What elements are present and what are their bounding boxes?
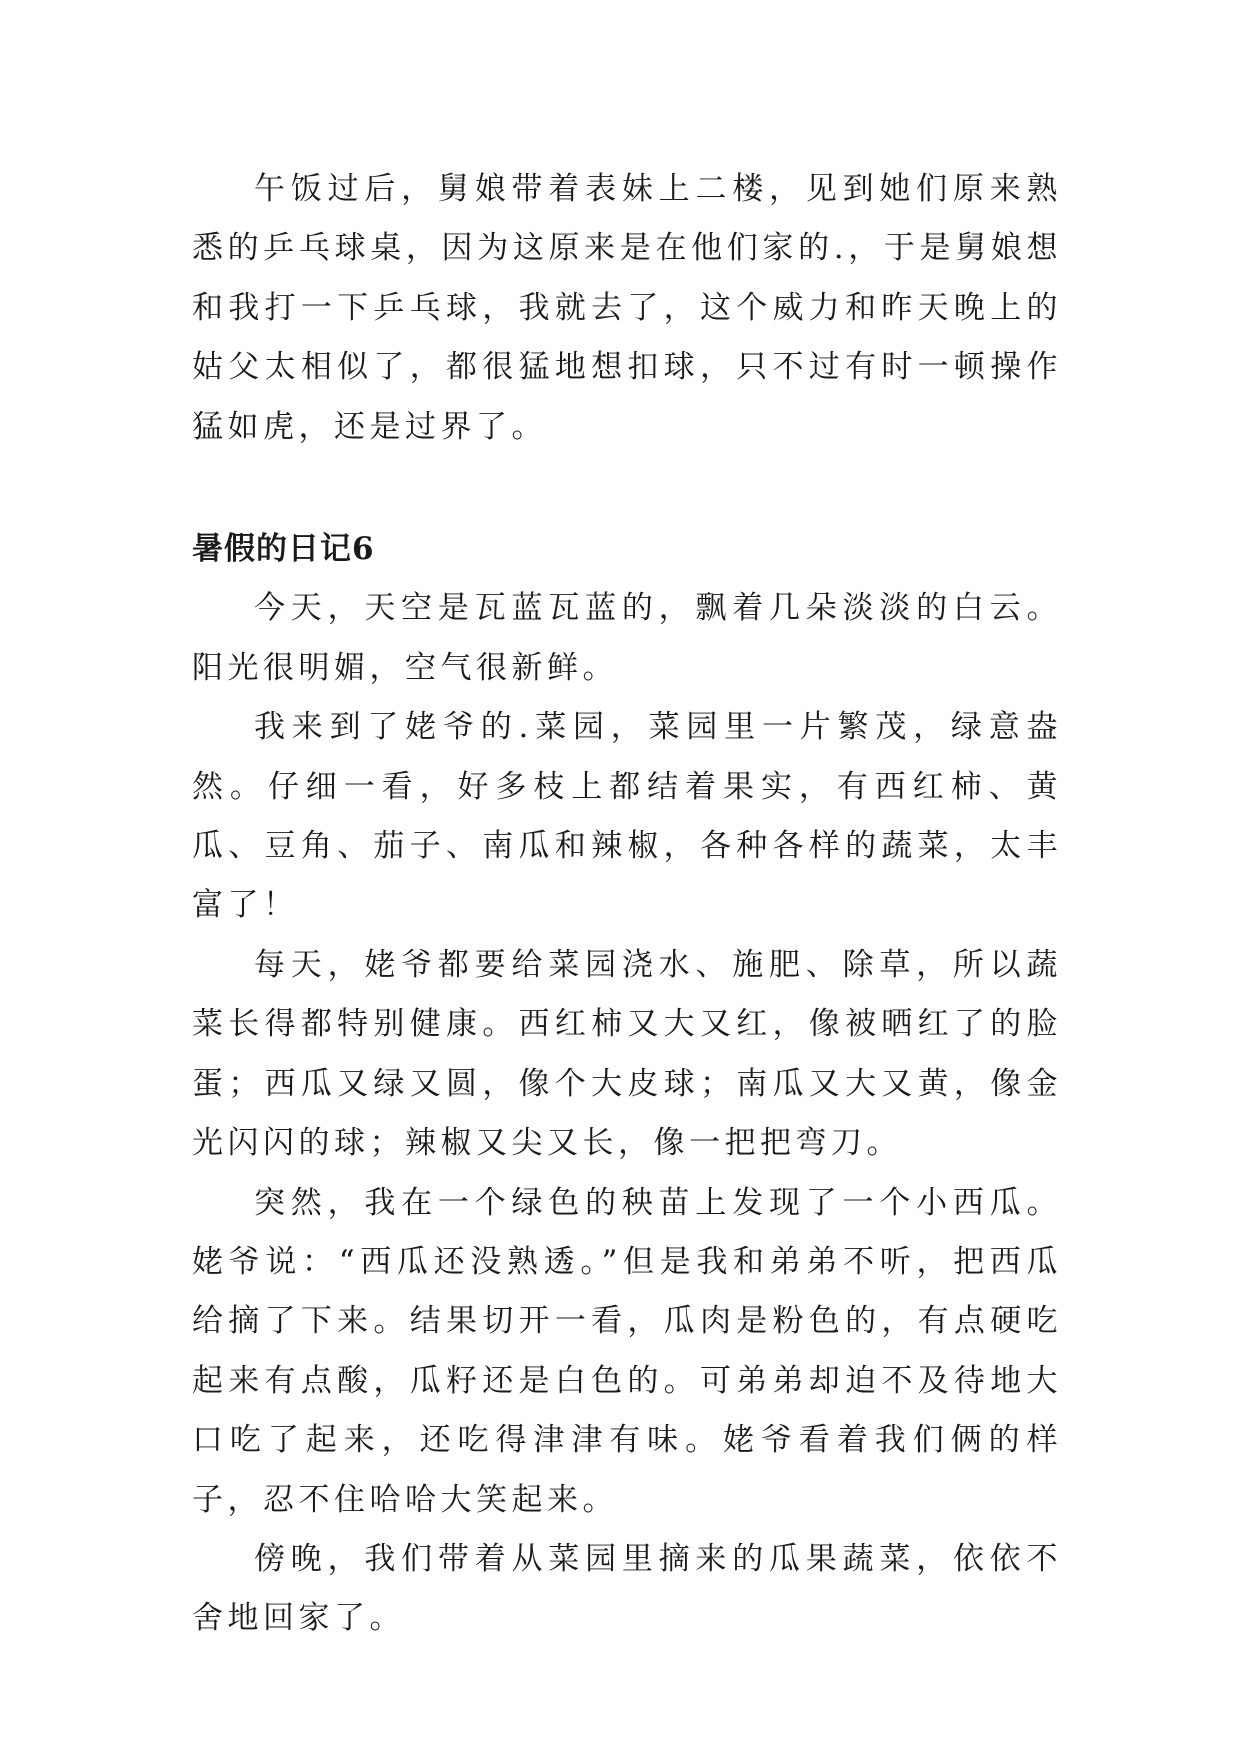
paragraph-5: 傍晚，我们带着从菜园里摘来的瓜果蔬菜，依依不舍地回家了。: [192, 1540, 1062, 1637]
document-page: [192, 160, 1062, 1649]
intro-paragraph: 午饭过后，舅娘带着表妹上二楼，见到她们原来熟悉的乒乓球桌，因为这原来是在他们家的.，于是舅娘想和我打一下乒乓球，我就去了，这个威力和昨天晚上的姑父太相似了，都很猛地想扣球，只不过有时一顿操作猛如虎，还是过界了。: [192, 171, 1062, 445]
paragraph-2: 我来到了姥爷的.菜园，菜园里一片繁茂，绿意盎然。仔细一看，好多枝上都结着果实，有西红柿、黄瓜、豆角、茄子、南瓜和辣椒，各种各样的蔬菜，太丰富了！: [192, 709, 1062, 924]
paragraph-1: 今天，天空是瓦蓝瓦蓝的，飘着几朵淡淡的白云。阳光很明媚，空气很新鲜。: [192, 590, 1062, 686]
section-title: 暑假的日记6: [192, 531, 375, 568]
paragraph-3: 每天，姥爷都要给菜园浇水、施肥、除草，所以蔬菜长得都特别健康。西红柿又大又红，像被晒红了的脸蛋；西瓜又绿又圆，像个大皮球；南瓜又大又黄，像金光闪闪的球；辣椒又尖又长，像一把把弯刀。: [192, 946, 1062, 1162]
paragraph-4: 突然，我在一个绿色的秧苗上发现了一个小西瓜。姥爷说：“西瓜还没熟透。”但是我和弟弟不听，把西瓜给摘了下来。结果切开一看，瓜肉是粉色的，有点硬吃起来有点酸，瓜籽还是白色的。可弟弟却迫不及待地大口吃了起来，还吃得津津有味。姥爷看着我们俩的样子，忍不住哈哈大笑起来。: [192, 1184, 1062, 1518]
